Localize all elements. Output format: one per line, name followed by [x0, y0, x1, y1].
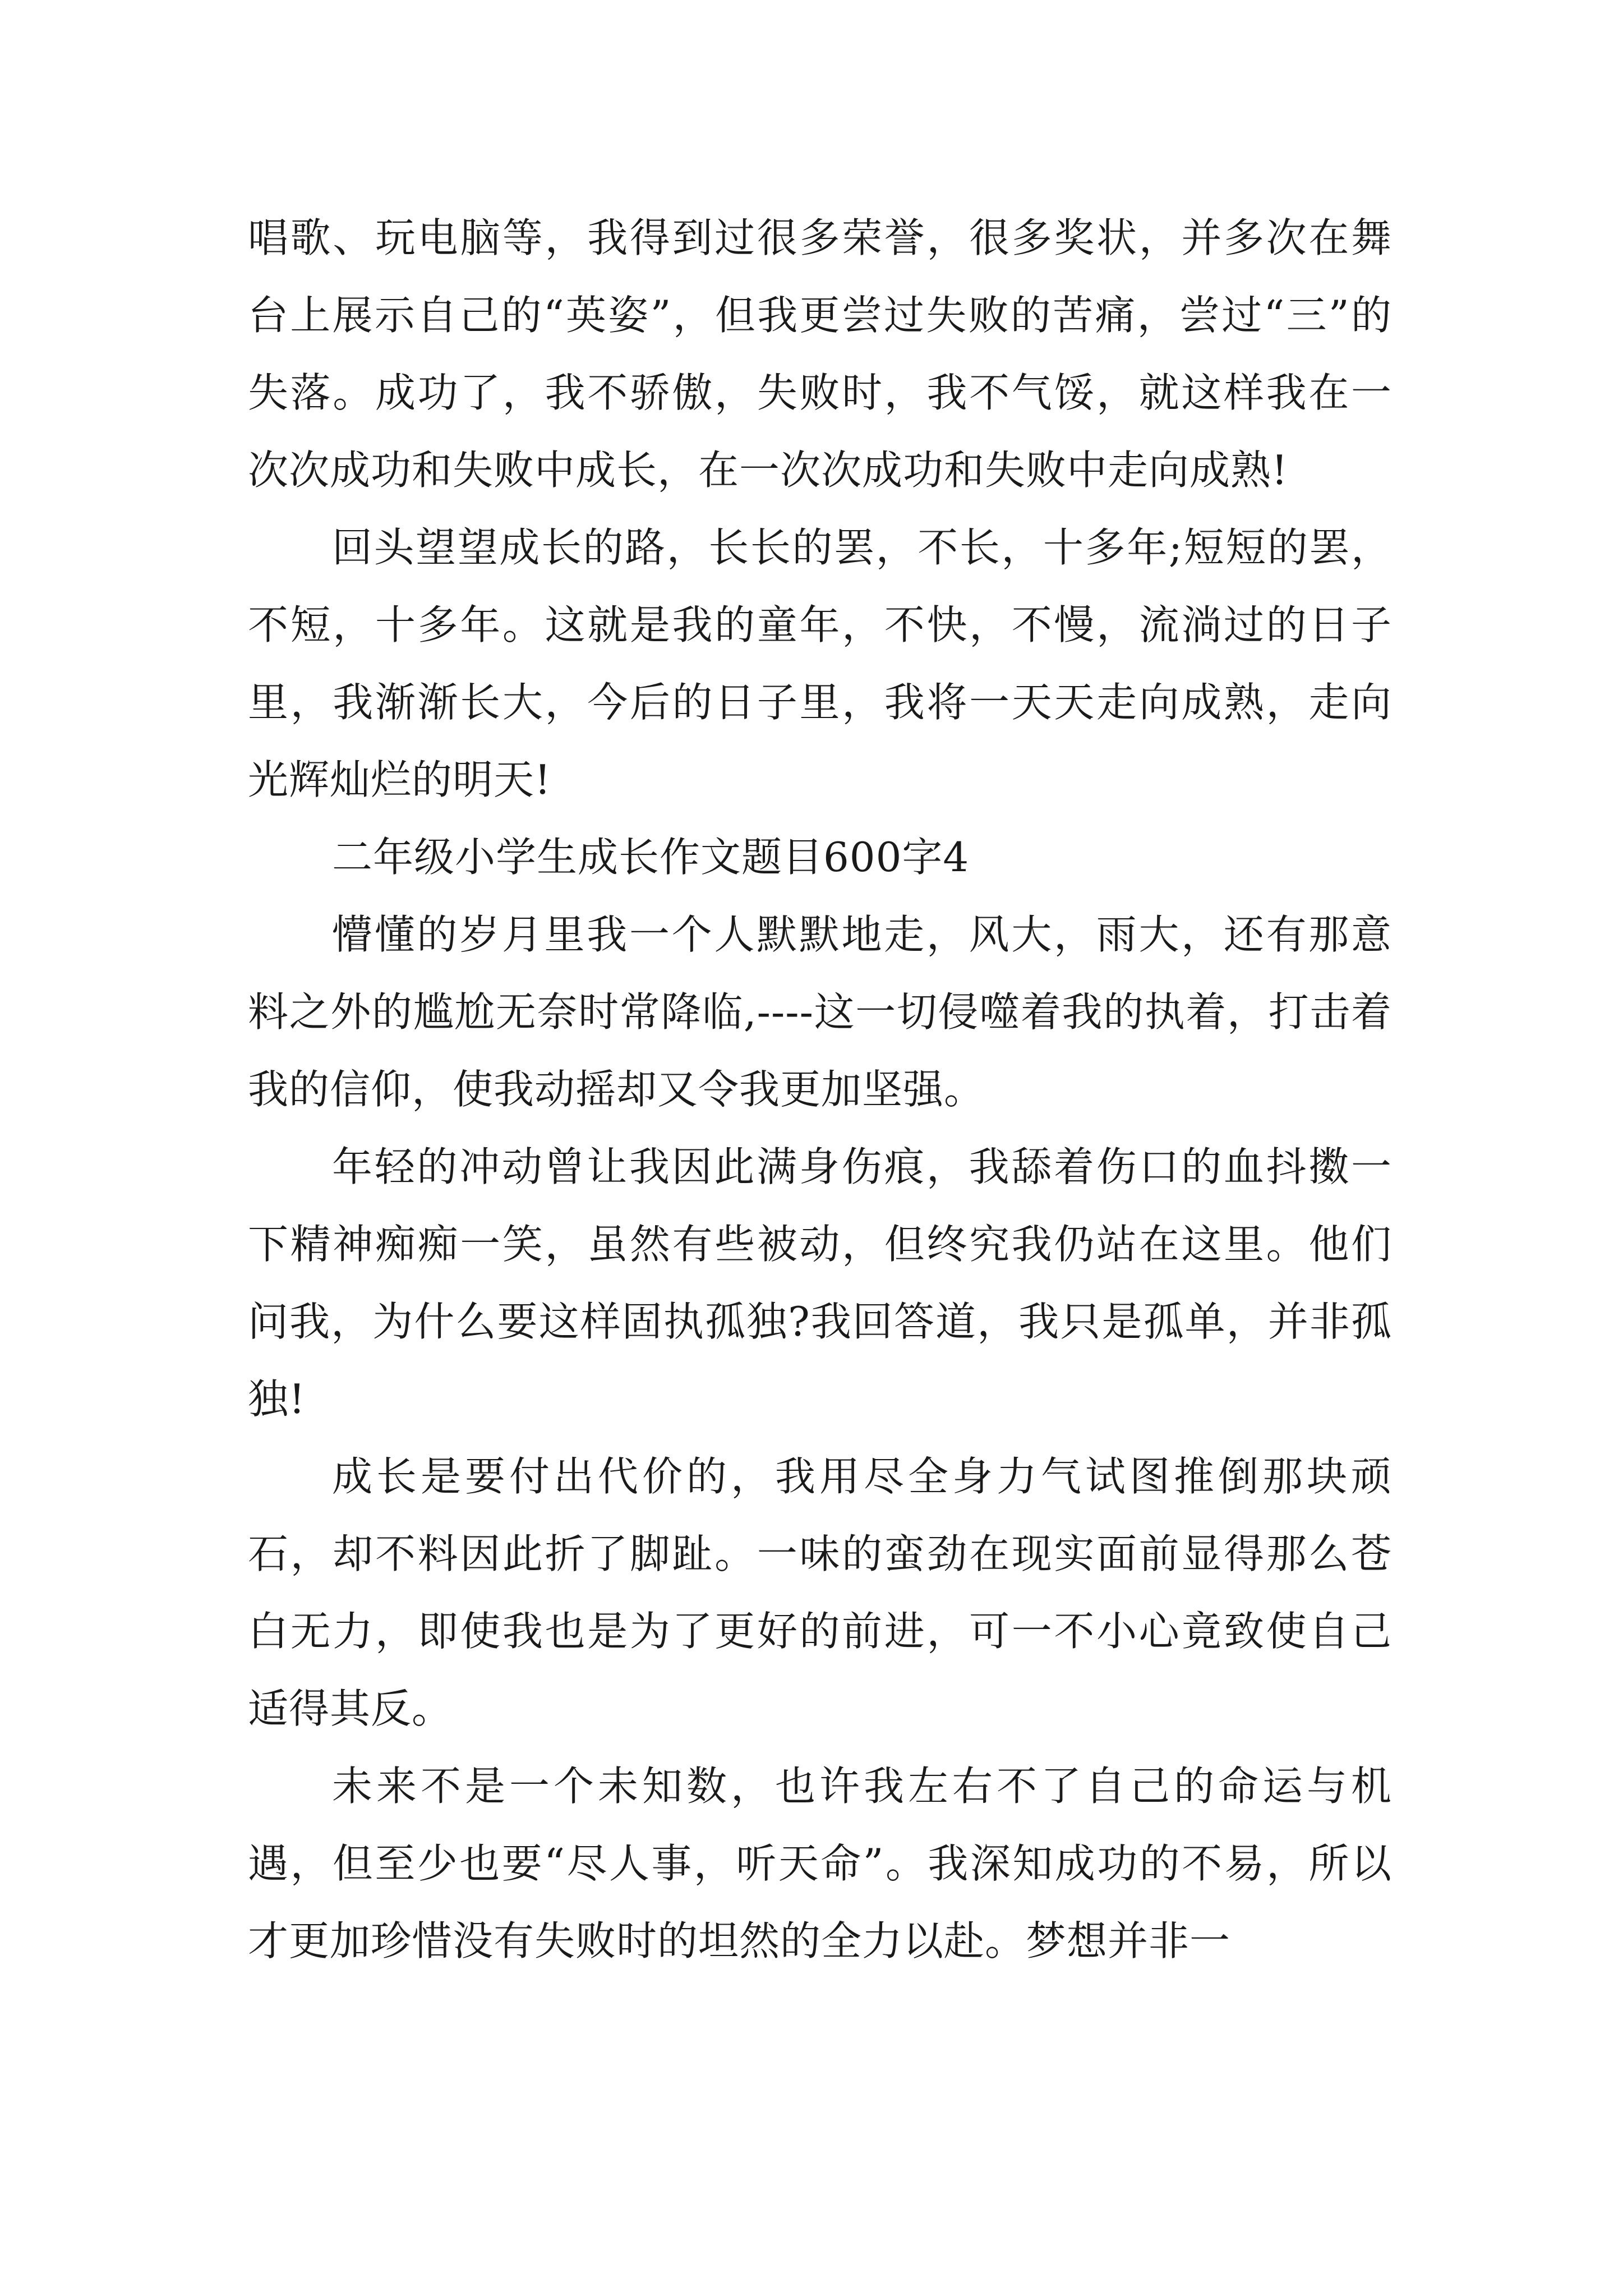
paragraph: 唱歌、玩电脑等，我得到过很多荣誉，很多奖状，并多次在舞台上展示自己的“英姿”，但我更尝过失败的苦痛，尝过“三”的失落。成功了，我不骄傲，失败时，我不气馁，就这样我在一次次成功和失败中成长，在一次次成功和失败中走向成熟! — [248, 214, 1392, 494]
section-heading: 二年级小学生成长作文题目600字4 — [332, 834, 970, 881]
paragraph: 年轻的冲动曾让我因此满身伤痕，我舔着伤口的血抖擞一下精神痴痴一笑，虽然有些被动，但终究我仍站在这里。他们问我，为什么要这样固执孤独?我回答道，我只是孤单，并非孤独! — [248, 1143, 1392, 1423]
paragraph: 回头望望成长的路，长长的罢，不长，十多年;短短的罢，不短，十多年。这就是我的童年，不快，不慢，流淌过的日子里，我渐渐长大，今后的日子里，我将一天天走向成熟，走向光辉灿烂的明天! — [248, 524, 1392, 803]
paragraph: 懵懂的岁月里我一个人默默地走，风大，雨大，还有那意料之外的尴尬无奈时常降临,----这一切侵噬着我的执着，打击着我的信仰，使我动摇却又令我更加坚强。 — [248, 911, 1392, 1113]
document-body — [248, 199, 1392, 1980]
paragraph: 未来不是一个未知数，也许我左右不了自己的命运与机遇，但至少也要“尽人事，听天命”。我深知成功的不易，所以才更加珍惜没有失败时的坦然的全力以赴。梦想并非一 — [248, 1763, 1392, 1964]
paragraph: 成长是要付出代价的，我用尽全身力气试图推倒那块顽石，却不料因此折了脚趾。一味的蛮劲在现实面前显得那么苍白无力，即使我也是为了更好的前进，可一不小心竟致使自己适得其反。 — [248, 1453, 1392, 1732]
